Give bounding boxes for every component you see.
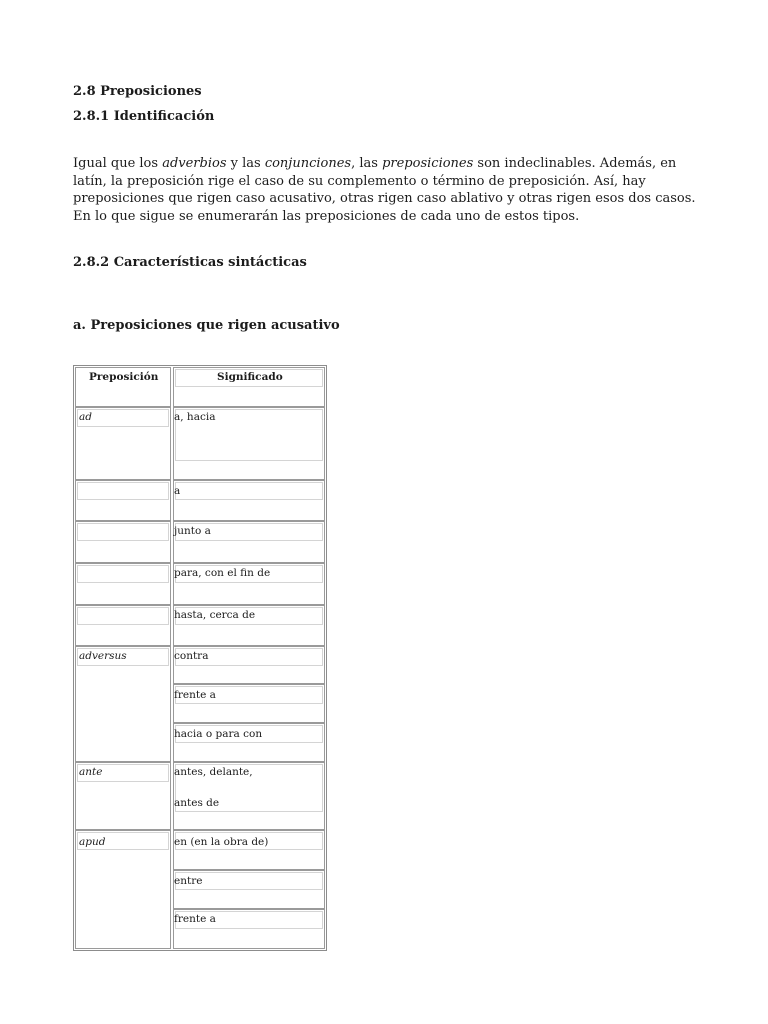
- meaning-text: antes de: [174, 797, 220, 809]
- inner-box: [77, 482, 169, 500]
- preposition-adversus: adversus: [79, 650, 127, 662]
- meaning-text: a, hacia: [174, 411, 216, 423]
- inner-box: [175, 482, 323, 500]
- inner-box: [77, 523, 169, 541]
- meaning-text: junto a: [174, 525, 211, 537]
- meaning-text: a: [174, 485, 181, 497]
- paragraph-text: son indeclinables. Además, en latín, la preposición rige el caso de su complemento o término de preposición. Así, hay preposiciones que rigen caso acusativo, otras rigen caso ablativo y otras rigen esos dos casos. En lo que sigue se enumerarán las preposiciones de cada uno de estos tipos.: [73, 156, 696, 224]
- preposition-ante: ante: [79, 766, 103, 778]
- syntax-heading: 2.8.2 Características sintácticas: [73, 255, 307, 270]
- meaning-text: antes, delante,: [174, 766, 253, 778]
- inner-box: [77, 607, 169, 625]
- preposition-apud: apud: [79, 836, 106, 848]
- paragraph-text: , las: [351, 156, 383, 171]
- meaning-text: frente a: [174, 913, 216, 925]
- paragraph-text: y las: [226, 156, 265, 171]
- meaning-text: hacia o para con: [174, 728, 263, 740]
- column-header-significado: Significado: [217, 371, 283, 383]
- inner-box: [77, 565, 169, 583]
- meaning-text: entre: [174, 875, 203, 887]
- meaning-text: para, con el fin de: [174, 567, 271, 579]
- subsection-heading: 2.8.1 Identificación: [73, 109, 215, 124]
- paragraph-text: Igual que los: [73, 156, 163, 171]
- paragraph-term-conjunciones: conjunciones: [264, 156, 352, 171]
- meaning-text: hasta, cerca de: [174, 609, 256, 621]
- column-header-preposicion: Preposición: [89, 371, 159, 383]
- section-heading: 2.8 Preposiciones: [73, 84, 202, 99]
- meaning-text: en (en la obra de): [174, 836, 269, 848]
- preposition-ad: ad: [79, 411, 92, 423]
- intro-paragraph: [73, 155, 699, 225]
- paragraph-term-adverbios: adverbios: [162, 156, 227, 171]
- group-a-heading: a. Preposiciones que rigen acusativo: [73, 318, 340, 333]
- meaning-text: frente a: [174, 689, 216, 701]
- meaning-text: contra: [174, 650, 209, 662]
- paragraph-term-preposiciones: preposiciones: [382, 156, 474, 171]
